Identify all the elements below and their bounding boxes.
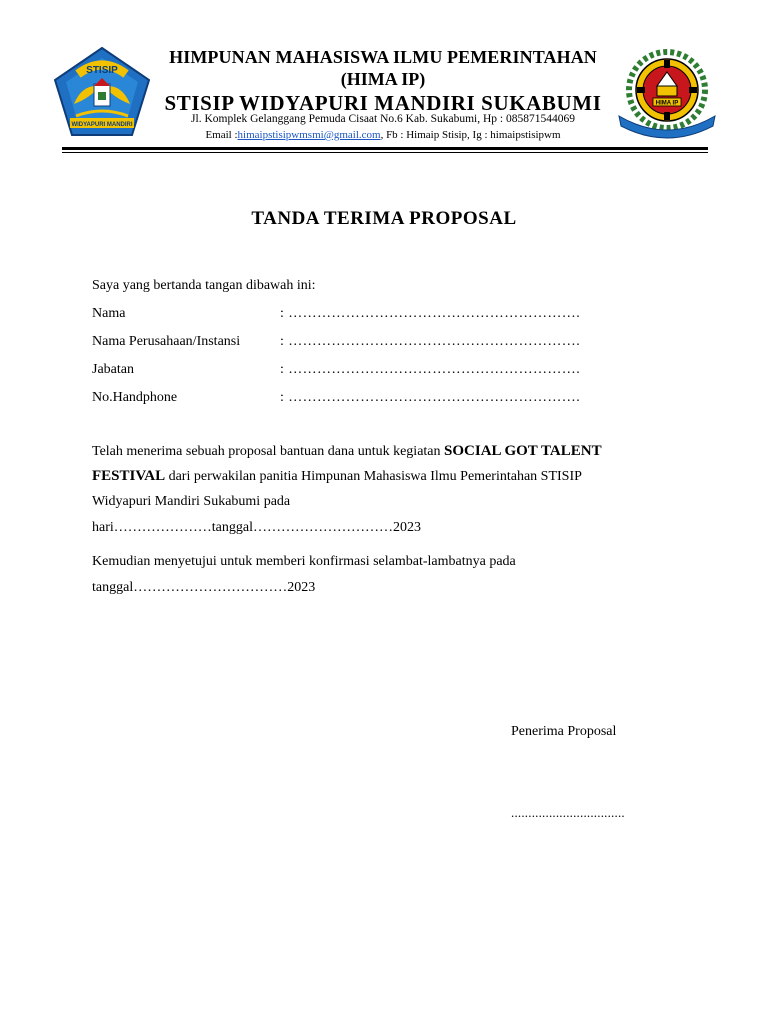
- logo-stisip: [52, 46, 152, 138]
- social-accounts: , Fb : Himaip Stisip, Ig : himaipstisipwm: [380, 129, 561, 141]
- signature-line: .................................: [511, 805, 625, 820]
- org-abbreviation: (HIMA IP): [340, 69, 426, 89]
- field-label-instansi: Nama Perusahaan/Instansi: [92, 334, 241, 349]
- receiver-label: Penerima Proposal: [511, 724, 617, 739]
- hima-ip-emblem-icon: [613, 46, 721, 142]
- paragraph-receipt-line3: Widyapuri Mandiri Sukabumi pada: [92, 494, 291, 509]
- receipt-text-cont: dari perwakilan panitia Himpunan Mahasiswa Ilmu Pemerintahan STISIP: [165, 469, 582, 484]
- org-name: HIMPUNAN MAHASISWA ILMU PEMERINTAHAN: [169, 47, 597, 67]
- svg-text:STISIP: STISIP: [86, 65, 118, 76]
- svg-text:WIDYAPURI MANDIRI: WIDYAPURI MANDIRI: [71, 122, 133, 128]
- email-label: Email :: [205, 129, 238, 141]
- field-value-jabatan: : …………………………………………………….: [280, 362, 581, 377]
- paragraph-receipt-line2: [92, 468, 582, 485]
- paragraph-receipt-line1: [92, 443, 602, 460]
- event-name-part2: FESTIVAL: [92, 468, 166, 484]
- institution-name: STISIP WIDYAPURI MANDIRI SUKABUMI: [164, 91, 602, 115]
- field-value-nama: : …………………………………………………….: [280, 306, 581, 321]
- field-label-jabatan: Jabatan: [92, 362, 134, 377]
- logo-hima-ip: [613, 46, 721, 142]
- letterhead-divider-thin: [62, 152, 708, 153]
- document-title: TANDA TERIMA PROPOSAL: [251, 208, 517, 229]
- field-label-handphone: No.Handphone: [92, 390, 178, 405]
- receipt-text: Telah menerima sebuah proposal bantuan dana untuk kegiatan: [92, 444, 445, 459]
- paragraph-receipt-date: hari…………………tanggal…………………………2023: [92, 520, 421, 535]
- intro-text: Saya yang bertanda tangan dibawah ini:: [92, 278, 316, 293]
- org-address: Jl. Komplek Gelanggang Pemuda Cisaat No.6 Kab. Sukabumi, Hp : 085871544069: [191, 113, 575, 125]
- letterhead-divider-thick: [62, 147, 708, 150]
- svg-text:HIMA IP: HIMA IP: [655, 100, 679, 107]
- field-value-handphone: : …………………………………………………….: [280, 390, 581, 405]
- paragraph-confirmation-line1: Kemudian menyetujui untuk memberi konfirmasi selambat-lambatnya pada: [92, 554, 516, 569]
- org-contact: [150, 129, 616, 141]
- field-label-nama: Nama: [92, 306, 126, 321]
- email-link[interactable]: himaipstisipwmsmi@gmail.com: [237, 129, 381, 141]
- field-value-instansi: : …………………………………………………….: [280, 334, 581, 349]
- event-name-part1: SOCIAL GOT TALENT: [444, 443, 602, 459]
- stisip-emblem-icon: [52, 46, 152, 138]
- paragraph-confirmation-date: tanggal……………………………2023: [92, 580, 316, 595]
